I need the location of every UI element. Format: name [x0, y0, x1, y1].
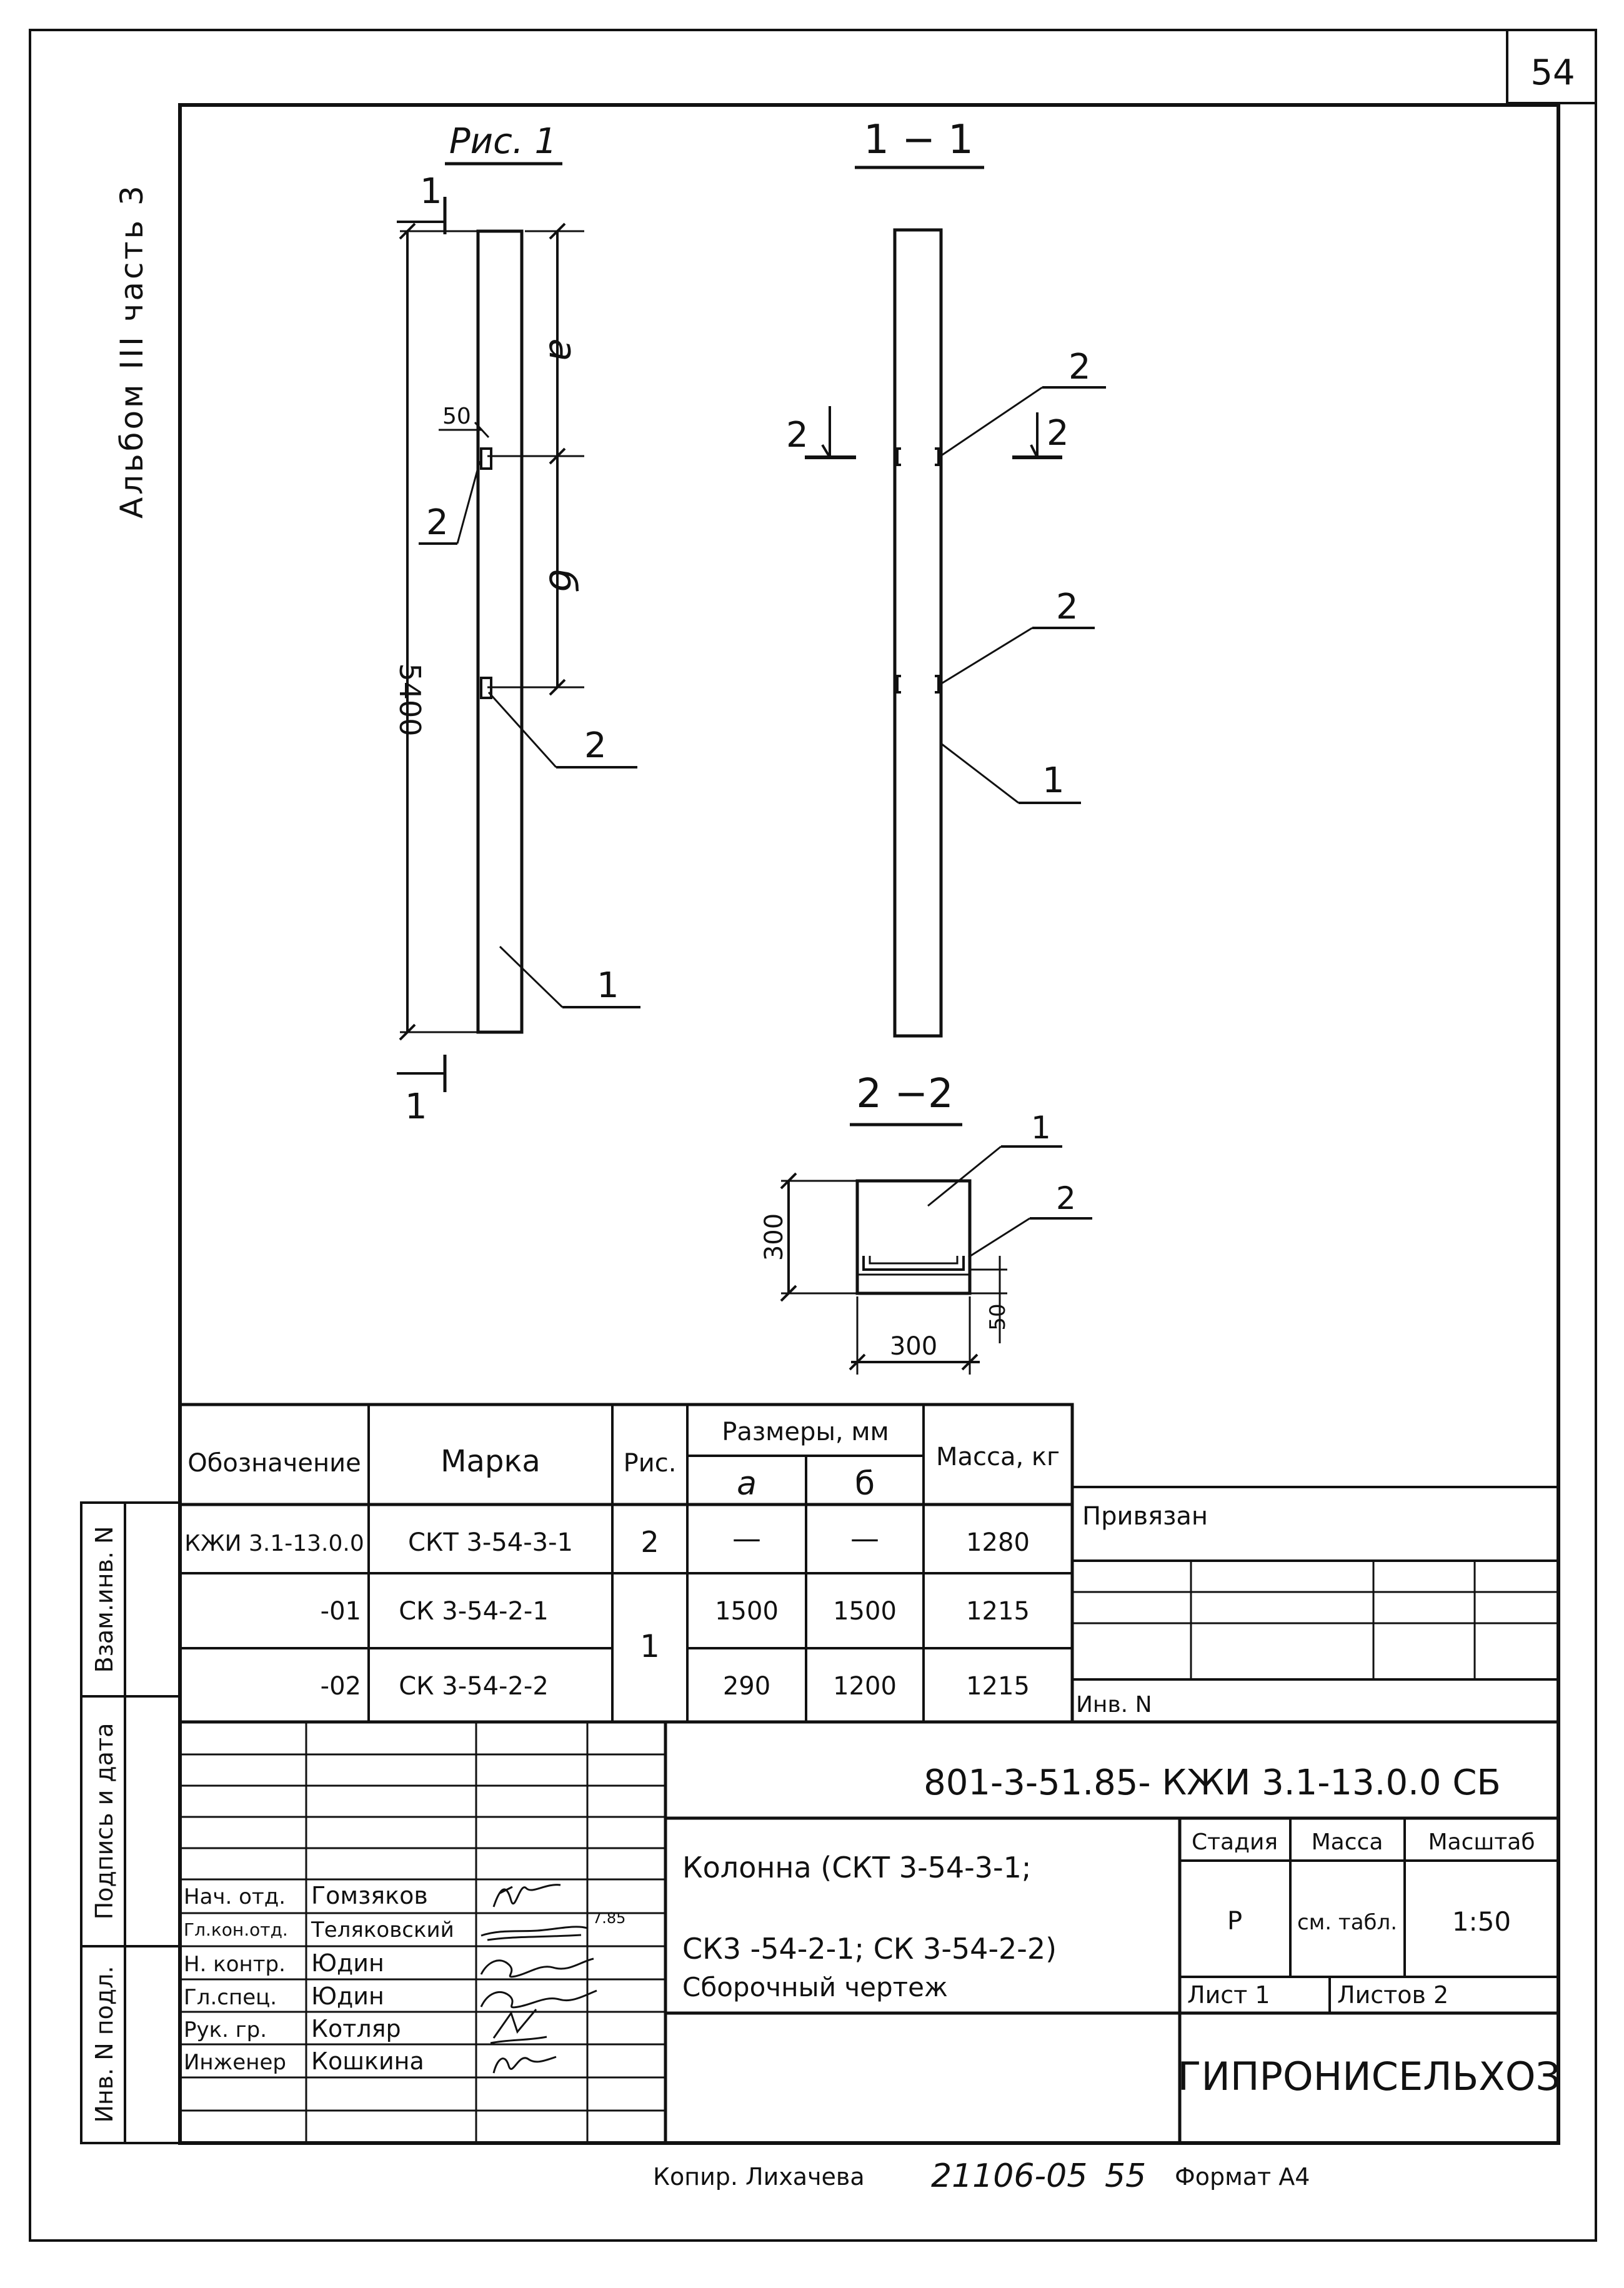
row2-a: 1500	[715, 1597, 779, 1626]
name-line-3: Сборочный чертеж	[682, 1972, 948, 2002]
stage-value: Р	[1227, 1907, 1243, 1936]
header-sizes: Размеры, мм	[722, 1418, 889, 1446]
row1-designation: КЖИ 3.1-13.0.0	[184, 1531, 364, 1556]
name-line-2: СК3 -54-2-1; СК 3-54-2-2)	[682, 1932, 1057, 1966]
footer-order: 21106-05	[931, 2157, 1088, 2195]
staff-role-6: Инженер	[184, 2050, 286, 2075]
callout-1-section22: 1	[1031, 1110, 1051, 1146]
cut-marker-top: 1	[420, 171, 442, 212]
section-1-1-title: 1 − 1	[864, 117, 974, 163]
staff-role-5: Рук. гр.	[184, 2017, 267, 2042]
callout-2-section22: 2	[1056, 1180, 1076, 1216]
footer-format: Формат А4	[1175, 2163, 1310, 2191]
staff-role-3: Н. контр.	[184, 1952, 286, 1977]
album-label: Альбом III часть 3	[114, 183, 150, 519]
row2-mass: 1215	[966, 1597, 1030, 1626]
staff-name-1: Гомзяков	[311, 1882, 428, 1909]
header-fig: Рис.	[623, 1449, 677, 1478]
spec-table	[180, 1405, 1072, 1722]
footer-page: 55	[1105, 2157, 1147, 2195]
staff-role-1: Нач. отд.	[184, 1884, 286, 1909]
callout-2-section-upper: 2	[1069, 347, 1091, 387]
callout-2-lower: 2	[584, 725, 607, 766]
row3-b: 1200	[833, 1672, 897, 1701]
cut-marker-2-left: 2	[786, 415, 809, 455]
row3-mark: СК 3-54-2-2	[399, 1672, 549, 1701]
section-1-1	[786, 117, 1106, 1036]
row1-b: —	[850, 1521, 879, 1555]
sign-note: 7.85	[592, 1909, 626, 1927]
header-b: б	[854, 1465, 875, 1503]
staff-role-4: Гл.спец.	[184, 1985, 277, 2010]
row2-mark: СК 3-54-2-1	[399, 1597, 549, 1626]
row3-a: 290	[722, 1672, 771, 1701]
staff-name-6: Кошкина	[311, 2047, 424, 2075]
dim-plate-50: 50	[985, 1303, 1010, 1331]
row2-b: 1500	[833, 1597, 897, 1626]
column-cross-section	[857, 1181, 970, 1293]
linked-label: Привязан	[1082, 1502, 1208, 1531]
row3-designation: -02	[320, 1672, 361, 1701]
dim-a: а	[541, 338, 584, 362]
row2-fig: 1	[640, 1628, 660, 1664]
scale-value: 1:50	[1452, 1906, 1512, 1937]
dim-5400: 5400	[393, 663, 427, 737]
header-designation: Обозначение	[187, 1449, 361, 1478]
column-body-section	[895, 230, 941, 1036]
row1-mass: 1280	[966, 1528, 1030, 1557]
staff-name-4: Юдин	[311, 1982, 384, 2010]
mass-value: см. табл.	[1297, 1910, 1398, 1935]
staff-name-5: Котляр	[311, 2015, 401, 2042]
staff-name-2: Теляковский	[311, 1917, 454, 1942]
mass-label: Масса	[1311, 1829, 1383, 1855]
cut-marker-2-right: 2	[1047, 413, 1069, 454]
staff-role-2: Гл.кон.отд.	[184, 1919, 288, 1940]
callout-2-upper: 2	[426, 502, 449, 543]
sheet-label: Лист 1	[1187, 1981, 1270, 2009]
linked-block	[1072, 1487, 1558, 1722]
stamp-podpis-data: Подпись и дата	[91, 1723, 118, 1920]
stamp-inv-podl: Инв. N подл.	[91, 1966, 118, 2123]
left-margin-stamps	[81, 1503, 180, 2143]
staff-name-3: Юдин	[311, 1949, 384, 1977]
row2-designation: -01	[320, 1597, 361, 1626]
dim-width-300: 300	[889, 1332, 938, 1361]
organization: ГИПРОНИСЕЛЬХОЗ	[1177, 2054, 1561, 2099]
stage-label: Стадия	[1191, 1829, 1278, 1855]
header-mark: Марка	[441, 1444, 541, 1479]
dim-50: 50	[442, 404, 471, 429]
title-block	[180, 1722, 1560, 2143]
stamp-zam-inv: Взам.инв. N	[91, 1526, 118, 1673]
callout-1-fig1: 1	[597, 965, 619, 1006]
footer	[653, 2157, 1310, 2195]
callout-1-section: 1	[1042, 760, 1065, 801]
scale-label: Масштаб	[1428, 1829, 1535, 1855]
cut-marker-bottom: 1	[405, 1087, 427, 1127]
callout-2-section-lower: 2	[1056, 587, 1079, 627]
name-line-1: Колонна (СКТ 3-54-3-1;	[682, 1851, 1032, 1884]
row1-fig: 2	[640, 1525, 659, 1559]
header-mass: Масса, кг	[935, 1443, 1060, 1471]
doc-code: 801-3-51.85- КЖИ 3.1-13.0.0 СБ	[924, 1763, 1501, 1803]
row1-mark: СКТ 3-54-3-1	[407, 1528, 574, 1557]
figure-1	[393, 121, 640, 1127]
dim-height-300: 300	[760, 1213, 789, 1261]
column-body-fig1	[478, 231, 522, 1032]
row1-a: —	[732, 1521, 761, 1555]
row3-mass: 1215	[966, 1672, 1030, 1701]
section-2-2-title: 2 −2	[856, 1071, 954, 1117]
inv-label: Инв. N	[1076, 1692, 1152, 1718]
embedded-plate-upper	[481, 449, 491, 469]
fig1-title: Рис. 1	[449, 121, 557, 162]
footer-copier: Копир. Лихачева	[653, 2163, 865, 2191]
page-number: 54	[1530, 52, 1575, 93]
dim-b: б	[541, 569, 584, 593]
section-2-2	[760, 1071, 1092, 1375]
header-a: а	[737, 1465, 757, 1503]
sheets-label: Листов 2	[1337, 1981, 1449, 2009]
